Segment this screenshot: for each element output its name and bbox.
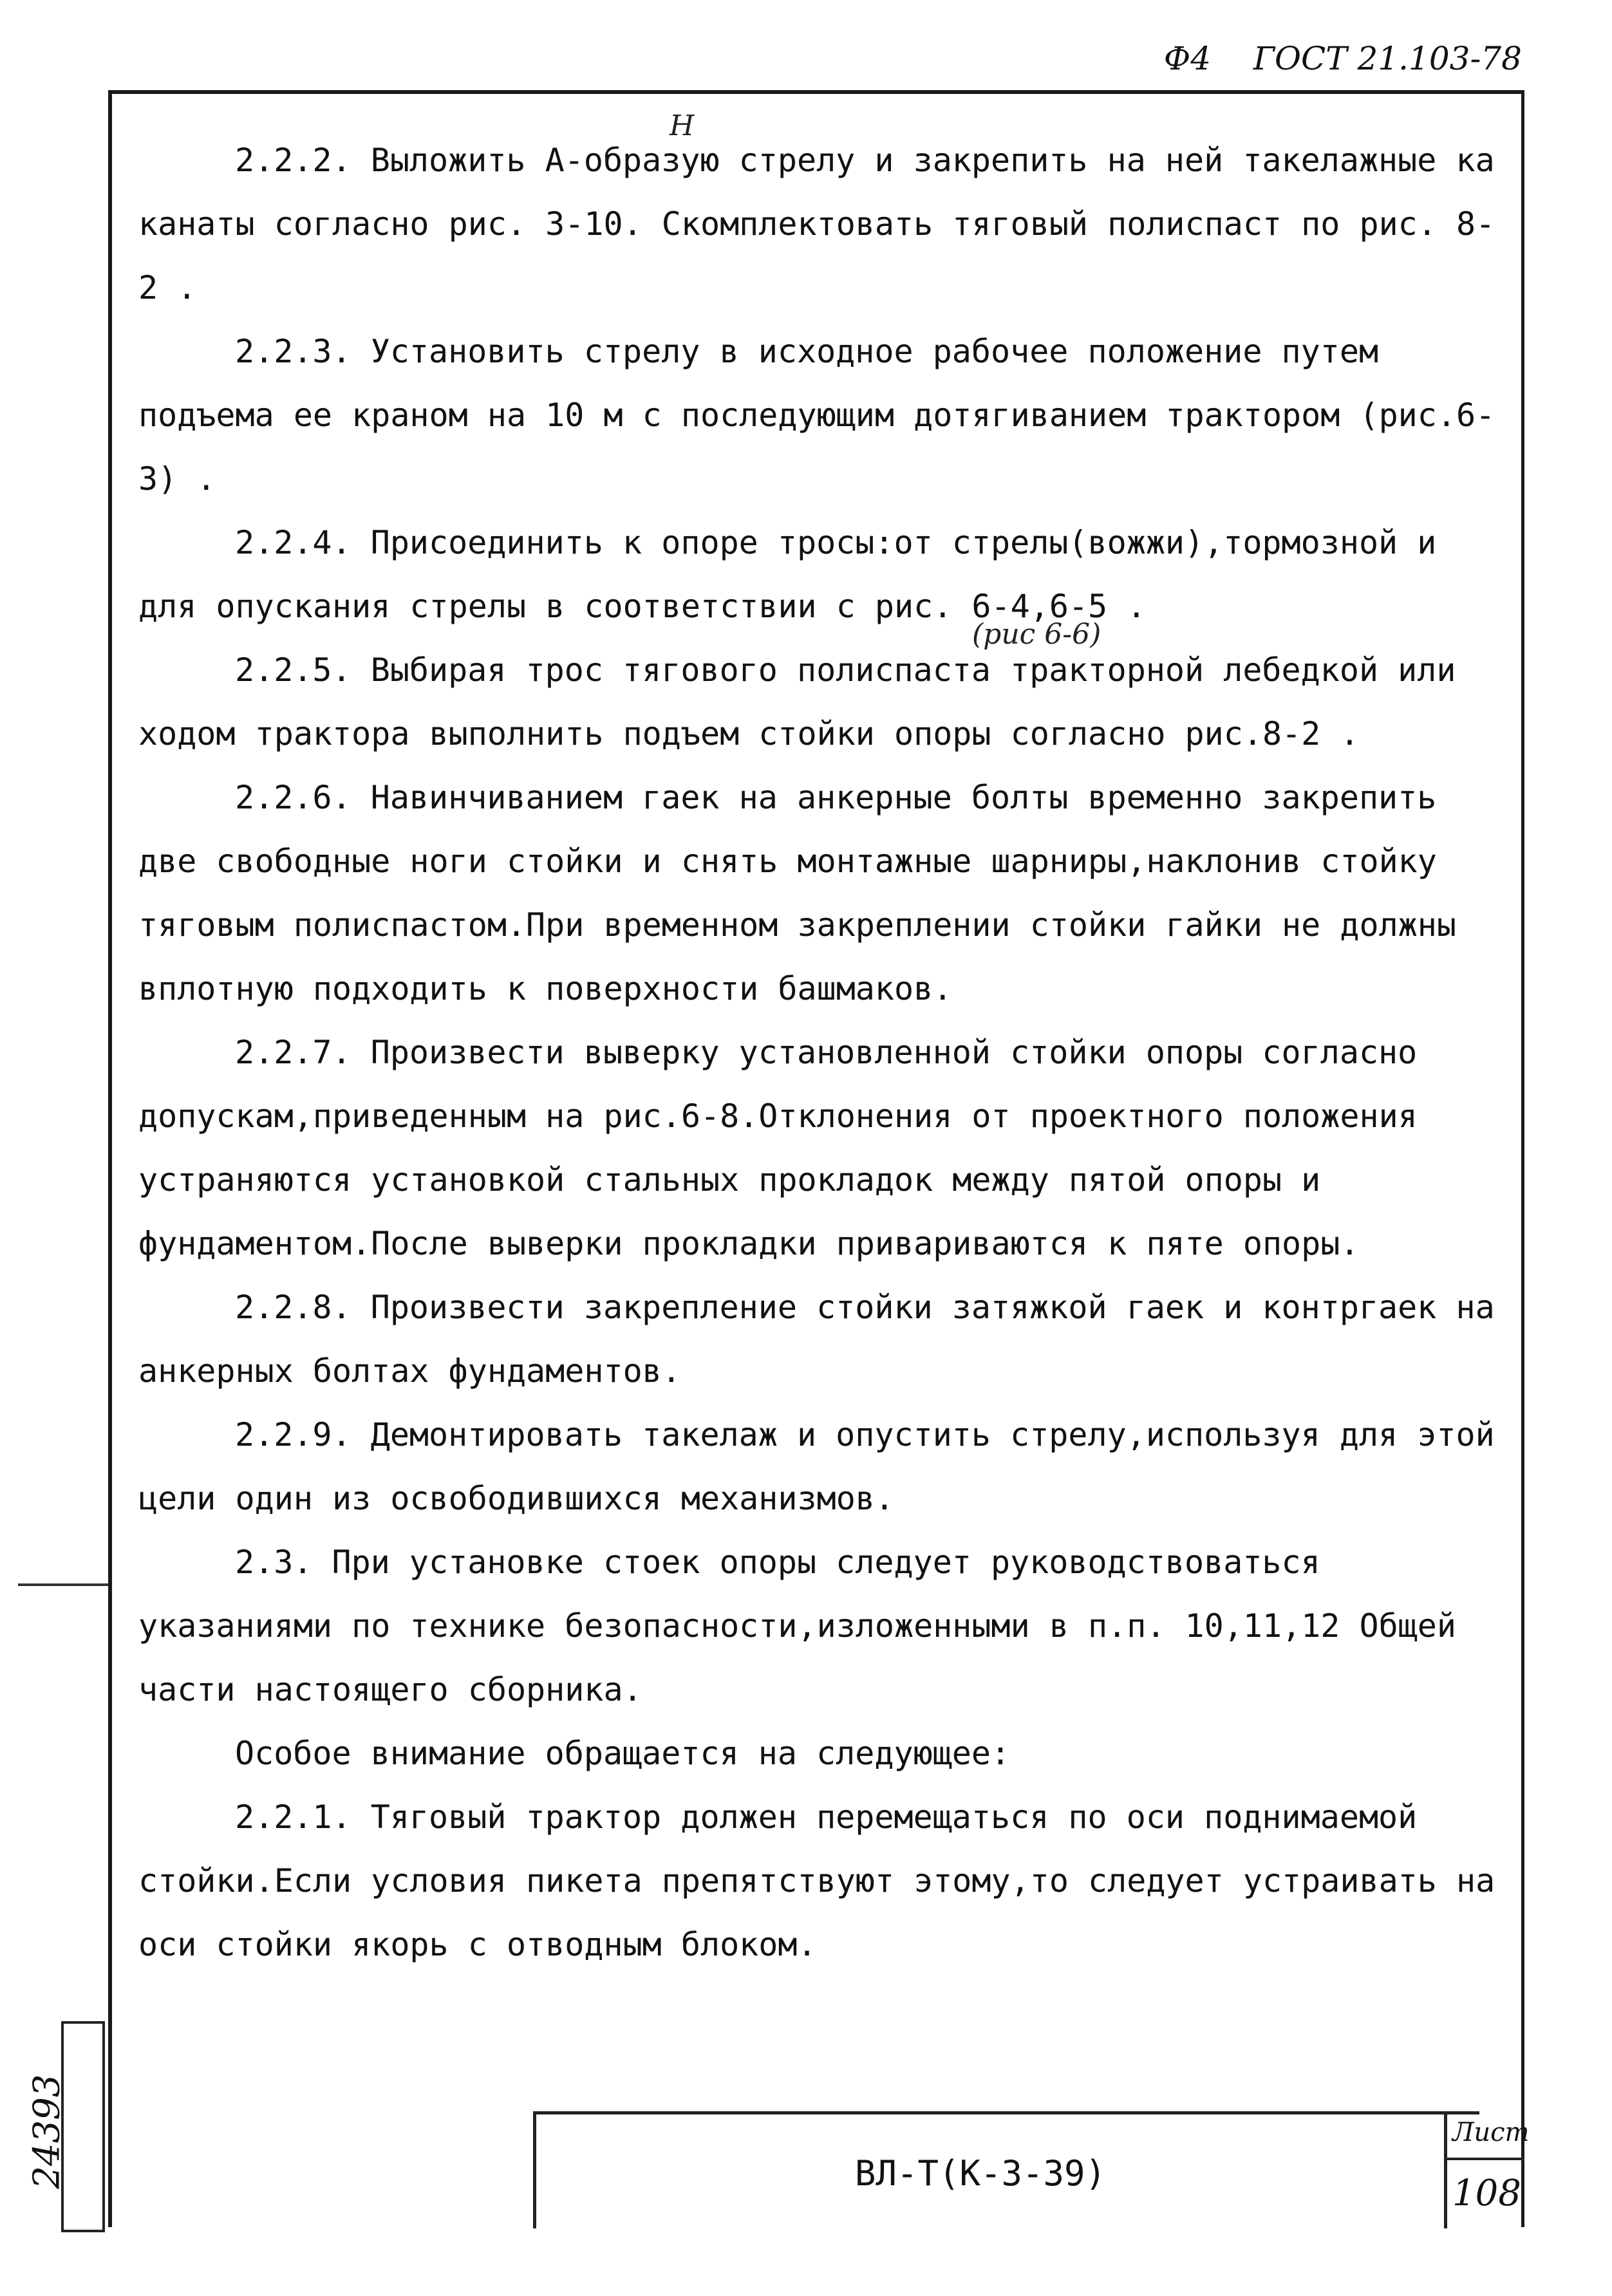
paragraph: 2.2.2. Выложить А-образую стрелу и закрепить на ней такелажные ка канаты согласно рис. 3-10. Скомплектовать тяговый полиспаст по рис. 8-2 . <box>138 142 1495 306</box>
paragraph: 2.2.8. Произвести закрепление стойки затяжкой гаек и контргаек на анкерных болтах фундаментов. <box>138 1289 1495 1390</box>
sheet-label: Лист <box>1452 2118 1530 2147</box>
standard-code: ГОСТ 21.103-78 <box>1253 40 1522 77</box>
paragraph: 2.2.1. Тяговый трактор должен перемещаться по оси поднимаемой стойки.Если условия пикета препятствуют этому,то следует устраивать на оси стойки якорь с отводным блоком. <box>138 1798 1495 1963</box>
paragraph: 2.2.3. Установить стрелу в исходное рабочее положение путем подъема ее краном на 10 м с последующим дотягиванием трактором (рис.6-3) . <box>138 333 1495 498</box>
paragraph: 2.2.6. Навинчиванием гаек на анкерные болты временно закрепить две свободные ноги стойки и снять монтажные шарниры,наклонив стойку тяговым полиспастом.При временном закреплении стойки гайки не должны вплотную подходить к поверхности башмаков. <box>138 779 1456 1007</box>
inventory-number: 24393 <box>26 2074 68 2189</box>
document-body <box>138 129 1510 1977</box>
paragraph: 2.3. При установке стоек опоры следует руководствоваться указаниями по технике безопасности,изложенными в п.п. 10,11,12 Общей части настоящего сборника. <box>138 1544 1456 1708</box>
paragraph: 2.2.7. Произвести выверку установленной стойки опоры согласно допускам,приведенным на рис.6-8.Отклонения от проектного положения устраняются установкой стальных прокладок между пятой опоры и фундаментом.После выверки прокладки привариваются к пяте опоры. <box>138 1034 1418 1262</box>
paragraph: Особое внимание обращается на следующее: <box>235 1735 1011 1772</box>
handwritten-figure-ref: (рис 6-6) <box>972 618 1101 651</box>
sheet-box <box>1444 2111 1530 2228</box>
sheet-divider <box>1447 2158 1524 2160</box>
format-code: Ф4 <box>1163 40 1212 77</box>
paragraph: 2.2.4. Присоединить к опоре тросы:от стрелы(вожжи),тормозной и для опускания стрелы в соответствии с рис. 6-4,6-5 . <box>138 524 1437 625</box>
paragraph: 2.2.5. Выбирая трос тягового полиспаста тракторной лебедкой или ходом трактора выполнить подъем стойки опоры согласно рис.8-2 . <box>138 651 1456 752</box>
sheet-number: 108 <box>1452 2172 1521 2214</box>
document-code: ВЛ-Т(К-3-39) <box>854 2153 1107 2194</box>
handwritten-insert-letter: Н <box>670 109 695 142</box>
paragraph: 2.2.9. Демонтировать такелаж и опустить стрелу,используя для этой цели один из освободившихся механизмов. <box>138 1416 1495 1517</box>
title-block <box>533 2111 1530 2228</box>
inventory-box <box>26 2021 105 2232</box>
corner-stamp <box>1132 40 1522 77</box>
